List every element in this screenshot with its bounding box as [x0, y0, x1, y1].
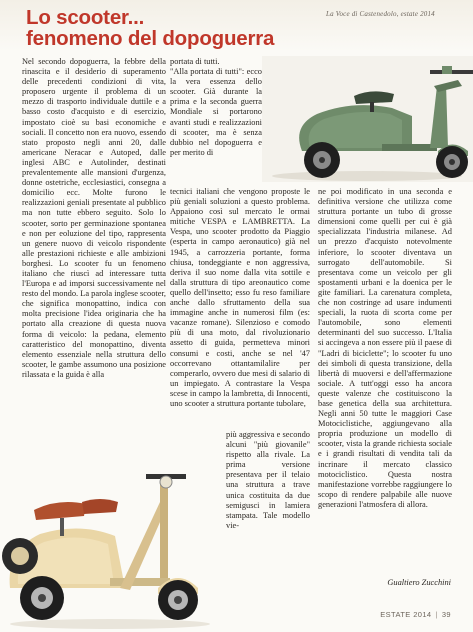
title-line-2: fenomeno del dopoguerra: [26, 27, 275, 50]
column-2-bottom-text: più aggressiva e secondo alcuni "più giovanile" rispetto alla rivale. La prima versione presentava per il telaio una struttura a trave unica costituita da due semigusci in lamiera stampata. Tale modello vie-: [226, 430, 310, 530]
running-head: La Voce di Castenedolo, estate 2014: [326, 10, 435, 18]
title-line-1: Lo scooter...: [26, 6, 145, 29]
page-number: 39: [441, 610, 451, 619]
column-2-paragraph-2: "Alla portata di tutti": ecco la vera essenza dello scooter. Già durante la prima e la seconda guerra Mondiale si portarono avanti studi e realizzazioni di scooter, ma è senza dubbio nel dopoguerra e per merito di: [170, 67, 262, 157]
footer-separator: |: [435, 610, 438, 619]
article-column-1: [22, 57, 166, 495]
article-column-2-bottom: [226, 430, 310, 531]
article-column-3: [318, 187, 452, 510]
column-1-text: Nel secondo dopoguerra, la febbre della rinascita e il desiderio di superamento delle precedenti condizioni di vita, proposero urgente il problema di un mezzo di trasporto individuale duttile e a basso costo d'acquisto e di esercizio, impostato cioè su basi economiche e sociali. Il concetto non era nuovo, essendo stato proposto negli anni 20, dalle americane Neracar e Autoped, dalle inglesi ABC e Autolinder, destinati prevalentemente alle mansioni d'urgenza, donne ostetriche, ecclesiastici, consegna a domicilio ecc. Molte furono le realizzazioni geniali presentate al pubblico ma non tutte ebbero seguito. Solo lo scooter, sorto per germinazione spontanea e non per eoluzione del tipo, rappresenta un genere nuovo di veicolo rispondente alle prestazioni richieste e alle ambizioni borghesi. Lo scooter fu un fenomeno italiano che riuscì ad interessare tutta l'Europa e ad imporsi successivamente nel resto del mondo. La parola inglese scooter, che significa monopattino, indica con molta precisione l'idea originaria che ha portato alla creazione di questa nuova forma di veicolo: la pedana, elemento caratteristico del monopattino, diventa elemento essenziale nella struttura dello scooter, le gambe assumono una posizione rilassata e la guida è alla: [22, 57, 166, 379]
column-3-text: ne poi modificato in una seconda e definitiva versione che utilizza come struttura portante un tubo di grosse dimensioni come quelli per cui è già specializzata l'industria milanese. Ad un prezzo d'acquisto notevolmente inferiore, lo scooter diventava un surrogato dell'automobile. Si presentava come un veicolo per gli spostamenti urbani e la doenica per le gite familiari. La carenatura completa, che non costringe ad usare indumenti speciali, la ruota di scorta come per l'automobile, sono elementi determinanti del suo successo. L'Italia si accingeva a non essere più il paese di "Ladri di biciclette"; lo scooter fu uno dei simboli di questa transizione, della libertà di muoversi e dell'affermazione sociale. A tutt'oggi esso ha ancora queste valenze che costituiscono la base genetica della sua architettura. Negli anni 50 tutte le maggiori Case Motociclistiche, aggiungevano alla propria produzione un modello di scooter, vista la grande richiesta sociale e i grandi risultati di vendita tali da incrinare il mercato classico motociclistico. Questa nostra manifestazione vorrebbe raggiungere lo scopo di rendere palpabile alle nuove generazioni l'atmosfera di allora.: [318, 187, 452, 509]
article-column-2-middle: [170, 187, 310, 409]
column-2-paragraph-1: portata di tutti.: [170, 57, 220, 66]
footer-season: ESTATE 2014: [380, 610, 432, 619]
article-column-2-top: [170, 57, 262, 158]
vespa-scooter-image: [262, 56, 473, 182]
column-2-middle-text: tecnici italiani che vengono proposte le più geniali soluzioni a questo problema. Appaiono così sul mercato le ormai mitiche VESPA e LAMBRETTA. La Vespa, uno scooter prodotto da Piaggio (esperta in campo aeronautico) già nel 1945, a carrozzeria portante, forma chiusa, tondeggiante e non aggressiva, deriva il suo nome dalla vita sottile e dalla struttura di tipo areonautico come quello dell'insetto; esso fu reso familiare anche dallo sfruttamento della sua immagine anche in numerosi film (es: vacanze romane). Silenzioso e comodo più di una moto, dal rivoluzionario assetto di guida, permetteva minori consumi e costi, anche se nel '47 occorrevano ottantamilalire per comperarlo, ovvero due mesi di salario di un impiegato. A contrastare la Vespa scese in campo la lambretta, di Innocenti, uno scooter a struttura portante tubolare,: [170, 187, 310, 408]
author-signature: Gualtiero Zucchini: [387, 578, 451, 587]
page-footer: [380, 610, 451, 619]
article-title: [26, 7, 326, 49]
